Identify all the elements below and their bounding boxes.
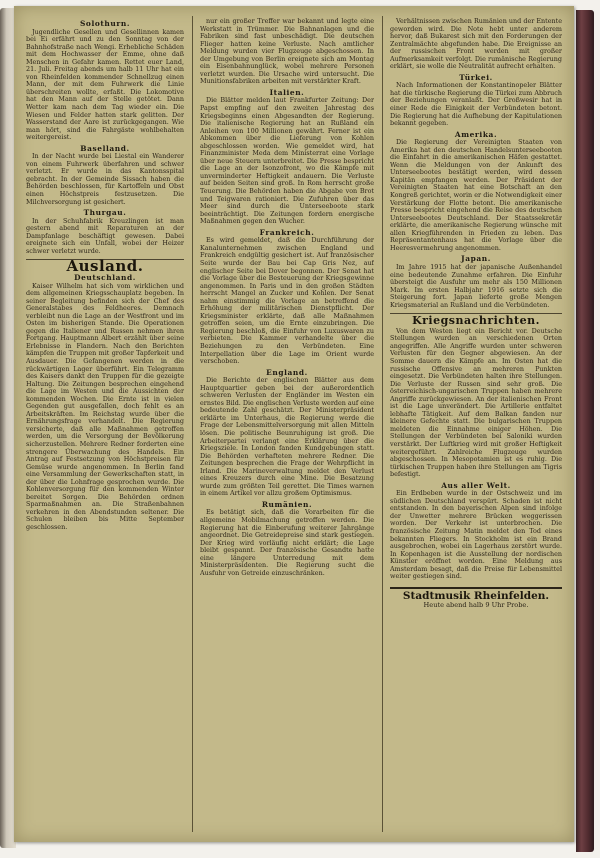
section-text: Von dem Westen liegt ein Bericht vor. Deutsche Stellungen wurden an verschiedenen Orten angegriffen. Alle Angriffe wurden unter schweren Verlusten für den Gegner abgewiesen. An der Somme dauern die Kämpfe an. Im Osten hat die russische Offensive an mehreren Punkten eingesetzt. Die Verbündeten halten ihre Stellungen. Die Verluste der Russen sind sehr groß. Die österreichisch-ungarischen Truppen haben mehrere Angriffe zurückgewiesen. An der italienischen Front ist die Lage unverändert. Die Artillerie entfaltet lebhafte Tätigkeit. Auf dem Balkan fanden nur kleinere Gefechte statt. Die bulgarischen Truppen meldeten die Einnahme einiger Höhen. Die Stellungen der Verbündeten bei Saloniki wurden verstärkt. Der Luftkrieg wird mit großer Heftigkeit weitergeführt. Zahlreiche Flugzeuge wurden abgeschossen. In Mesopotamien ist es ruhig. Die türkischen Truppen haben ihre Stellungen am Tigris befestigt. [390, 326, 562, 479]
section-heading: Thurgau. [83, 208, 127, 218]
section-thurgau [26, 209, 184, 255]
section-text: Die Berichte der englischen Blätter aus dem Hauptquartier geben bei der außerordentlich schweren Verlusten der Engländer im Westen ein ernstes Bild. Die englischen Verluste werden auf eine bedeutende Zahl geschätzt. Der Ministerpräsident erklärte im Unterhaus, die Regierung werde die Frage der Lebensmittelversorgung mit allen Mitteln lösen. Die politische Beunruhigung ist groß. Die Arbeiterpartei verlangt eine Erklärung über die Kriegsziele. In London fanden Kundgebungen statt. Die Behörden verhafteten mehrere Redner. Die Zeitungen besprechen die Frage der Wehrpflicht in Irland. Die Marineverwaltung meldet den Verlust eines Kreuzers durch eine Mine. Die Besatzung wurde zum größten Teil gerettet. Die Times warnen in einem Artikel vor allzu großem Optimismus. [200, 376, 374, 498]
section-text: Jugendliche Gesellen und Gesellinnen kamen bei Ei erfährt und zu den Sonntag von der Bahnhofstraße nach Wengi. Erhebliche Schäden mit dem Hochwasser der Emme, ohne daß Menschen in Gefahr kamen. Rettet euer Land, 21. Juli. Freitag abends um halb 11 Uhr hat ein von Rheinfelden kommender Schnellzug einen Mann, der mit dem Fuhrwerk die Linie überschreiten wollte, erfaßt. Die Lokomotive hat den Mann auf der Stelle getötet. Dann Wetter kam nach dem Tag wieder ein. Die Wiesen und Felder hatten stark gelitten. Der Wasserstand der Aare ist zurückgegangen. Wie man hört, sind die Fahrgäste wohlbehalten weitergereist. [26, 27, 184, 142]
column-left [26, 18, 184, 836]
section-text: nur ein großer Treffer war bekannt und legte eine Werkstatt in Trümmer. Die Bahnanlagen und die Fabriken sind fast unbeschädigt. Die deutschen Flieger hatten keine Verluste. Nach amtlicher Meldung wurden vier Flugzeuge abgeschossen. In der Umgebung von Berlin ereignete sich am Montag ein Eisenbahnunglück, wobei mehrere Personen verletzt wurden. Die Ursache wird untersucht. Die Munitionsfabriken arbeiten mit verstärkter Kraft. [200, 18, 374, 86]
section-text: Kaiser Wilhelm hat sich vom wirklichen und dem allgemeinen Kriegsschauplatz begeben. In seiner Begleitung befinden sich der Chef des Generalstabes des Feldheeres. Demnach verbleibt nun die Lage an der Westfront und im Osten im bisherigen Stande. Die Operationen gegen die Italiener und Russen nehmen ihren Fortgang. Hauptmann Albert erzählt über seine Erlebnisse in Flandern. Nach den Berichten kämpfen die Truppen mit großer Tapferkeit und Ausdauer. Die Gefangenen werden in die rückwärtigen Lager überführt. Ein Telegramm des Kaisers dankt den Truppen für die gezeigte Haltung. Die Zeitungen besprechen eingehend die Lage im Westen und die Aussichten der kommenden Wochen. Die Ernte ist in vielen Gegenden gut ausgefallen, doch fehlt es an Arbeitskräften. Im Reichstag wurde über die Ernährungsfrage verhandelt. Die Regierung versicherte, daß alle Maßnahmen getroffen werden, um die Versorgung der Bevölkerung sicherzustellen. Mehrere Redner forderten eine strengere Überwachung des Handels. Ein Antrag auf Festsetzung von Höchstpreisen für Gemüse wurde angenommen. In Berlin fand eine Versammlung der Gewerkschaften statt, in der über die Lohnfrage gesprochen wurde. Die Kohlenversorgung für den kommenden Winter bereitet Sorgen. Die Behörden ordnen Sparmaßnahmen an. Die Straßenbahnen verkehren in den Abendstunden seltener. Die Schulen bleiben bis Mitte September geschlossen. [26, 281, 184, 531]
section-heading: Solothurn. [79, 19, 130, 28]
section-italien [200, 89, 374, 226]
section-text: Die Blätter melden laut Frankfurter Zeitung: Der Papst empfing auf den zweiten Jahrestag des Kriegsbeginns einen Abgesandten der Regierung. Die italienische Regierung hat an Rußland ein Anleihen von 100 Millionen gewährt. Ferner ist ein Abkommen über die Lieferung von Kohlen abgeschlossen worden. Wie gemeldet wird, hat Finanzminister Meda dem Ministerrat eine Vorlage über neue Steuern unterbreitet. Die Presse bespricht die Lage an der Isonzofront, wo die Kämpfe mit unverminderter Heftigkeit andauern. Die Verluste auf beiden Seiten sind groß. In Rom herrscht große Teuerung. Die Behörden haben die Abgabe von Brot und Teigwaren rationiert. Die Zufuhren über das Meer sind durch die Unterseeboote stark beeinträchtigt. Die Zeitungen fordern energische Maßnahmen gegen den Wucher. [200, 96, 374, 226]
ad-title: Stadtmusik Rheinfelden. [402, 589, 550, 602]
section-heading: Aus aller Welt. [441, 480, 511, 490]
section-frankreich [200, 229, 374, 366]
section-solothurn [26, 20, 184, 142]
section-heading: Amerika. [454, 129, 498, 139]
section-heading: Rumänien. [261, 499, 313, 509]
column-right [390, 18, 562, 836]
section-heading: Frankreich. [259, 227, 315, 237]
section-text: Es wird gemeldet, daß die Durchführung der Kanalunternehmen zwischen England und Frankreich endgültig gesichert ist. Auf französischer Seite wurde der Bau bei Cap Gris Nez, auf englischer Seite bei Dover begonnen. Der Senat hat die Vorlage über die Besteuerung der Kriegsgewinne angenommen. In Paris und in den großen Städten herrscht Mangel an Zucker und Kohlen. Der Senat nahm einstimmig die Vorlage an betreffend die Erhöhung der militärischen Dienstpflicht. Der Kriegsminister erklärte, daß alle Maßnahmen getroffen seien, um die Ernte einzubringen. Die Regierung beschloß, die Einfuhr von Luxuswaren zu verbieten. Die Kammer verhandelte über die Beziehungen zu den Verbündeten. Eine Interpellation über die Lage im Orient wurde verschoben. [200, 236, 374, 366]
book-spine [576, 10, 594, 852]
column-middle [200, 18, 374, 836]
section-kriegsnachrichten [390, 328, 562, 479]
section-heading: Deutschland. [74, 272, 136, 282]
section-text: Es betätigt sich, daß die Vorarbeiten für die allgemeine Mobilmachung getroffen werden. Die Regierung hat die Einberufung weiterer Jahrgänge angeordnet. Die Getreidepreise sind stark gestiegen. Der Krieg wird vorläufig nicht erklärt; die Lage bleibt gespannt. Der französische Gesandte hatte eine längere Unterredung mit dem Ministerpräsidenten. Die Regierung sucht die Ausfuhr von Getreide einzuschränken. [200, 508, 374, 577]
section-heading: Türkei. [459, 72, 493, 82]
section-amerika [390, 131, 562, 253]
section-japan [390, 255, 562, 309]
kriegsnachrichten-heading: Kriegsnachrichten. [412, 314, 540, 328]
section-text: Ein Erdbeben wurde in der Ostschweiz und im südlichen Deutschland verspürt. Schaden ist nicht entstanden. In den bayerischen Alpen sind infolge der Unwetter mehrere Brücken weggerissen worden. Der Verkehr ist unterbrochen. Die französische Zeitung Matin meldet den Tod eines bekannten Fliegers. In Stockholm ist ein Brand ausgebrochen, wobei ein Lagerhaus zerstört wurde. In Kopenhagen ist die Ausstellung der nordischen Künstler eröffnet worden. Eine Meldung aus Amsterdam besagt, daß die Preise für Lebensmittel weiter gestiegen sind. [390, 489, 562, 581]
section-heading: Baselland. [80, 143, 130, 153]
ausland-heading: Ausland. [66, 257, 144, 276]
section-rumaenien [200, 501, 374, 577]
column-rule [192, 16, 193, 832]
section-text: Nach Informationen der Konstantinopeler Blätter hat die türkische Regierung die Türkei zum Abbruch der Beziehungen veranlaßt. Der Großwesir hat in einer Rede die Einigkeit der Verbündeten betont. Die Regierung hat die Aufhebung der Kapitulationen bekannt gegeben. [390, 81, 562, 128]
ad-subtitle: Heute abend halb 9 Uhr Probe. [423, 601, 529, 610]
advertisement-stadtmusik [390, 587, 562, 610]
column-rule [382, 16, 383, 832]
newspaper-page [14, 6, 574, 842]
section-heading: England. [266, 367, 308, 377]
section-heading: Japan. [461, 254, 491, 264]
section-aus-aller-welt [390, 482, 562, 581]
section-baselland [26, 145, 184, 206]
section-heading: Italien. [269, 87, 305, 97]
section-text: Im Jahre 1915 hat der japanische Außenhandel eine bedeutende Zunahme erfahren. Die Einfuhr übersteigt die Ausfuhr um mehr als 150 Millionen Mark. Im ersten Halbjahr 1916 setzte sich die Steigerung fort. Japan lieferte große Mengen Kriegsmaterial an Rußland und die Verbündeten. [390, 262, 562, 309]
section-england [200, 369, 374, 498]
section-text: Die Regierung der Vereinigten Staaten von Amerika hat den deutschen Handelsunterseebooten die Einfahrt in die amerikanischen Häfen gestattet. Wenn die Meldungen von der Ankunft des Unterseebootes bestätigt werden, wird dessen Kapitän empfangen werden. Der Präsident der Vereinigten Staaten hat eine Botschaft an den Kongreß gerichtet, worin er die Notwendigkeit einer Verstärkung der Flotte betont. Die amerikanische Presse bespricht eingehend die Reise des deutschen Unterseebootes Deutschland. Der Staatssekretär erklärte, die amerikanische Regierung wünsche mit allen Kriegführenden in Frieden zu leben. Das Repräsentantenhaus hat die Vorlage über die Heeresvermehrung angenommen. [390, 138, 562, 252]
section-deutschland [26, 274, 184, 532]
section-text: In der Schuhfabrik Kreuzlingen ist man gestern abend mit Reparaturen an der Dampfanlage beschäftigt gewesen. Dabei ereignete sich ein Unfall, wobei der Heizer schwer verletzt wurde. [26, 216, 184, 255]
section-continued [390, 18, 562, 71]
section-continued [200, 18, 374, 86]
section-tuerkei [390, 74, 562, 128]
section-text: In der Nacht wurde bei Liestal ein Wanderer von einem Fuhrwerk überfahren und schwer verletzt. Er wurde in das Kantonsspital gebracht. In der Gemeinde Sissach haben die Behörden beschlossen, für Kartoffeln und Obst einen Höchstpreis festzusetzen. Die Milchversorgung ist gesichert. [26, 152, 184, 206]
section-text: Verhältnissen zwischen Rumänien und der Entente geworden wird. Die Note hebt unter anderem hervor, daß Bukarest sich mit den Forderungen der Zentralmächte abgefunden habe. Die Ereignisse an der russischen Front werden mit großer Aufmerksamkeit verfolgt. Die rumänische Regierung erklärt, sie wolle die Neutralität aufrecht erhalten. [390, 18, 562, 71]
